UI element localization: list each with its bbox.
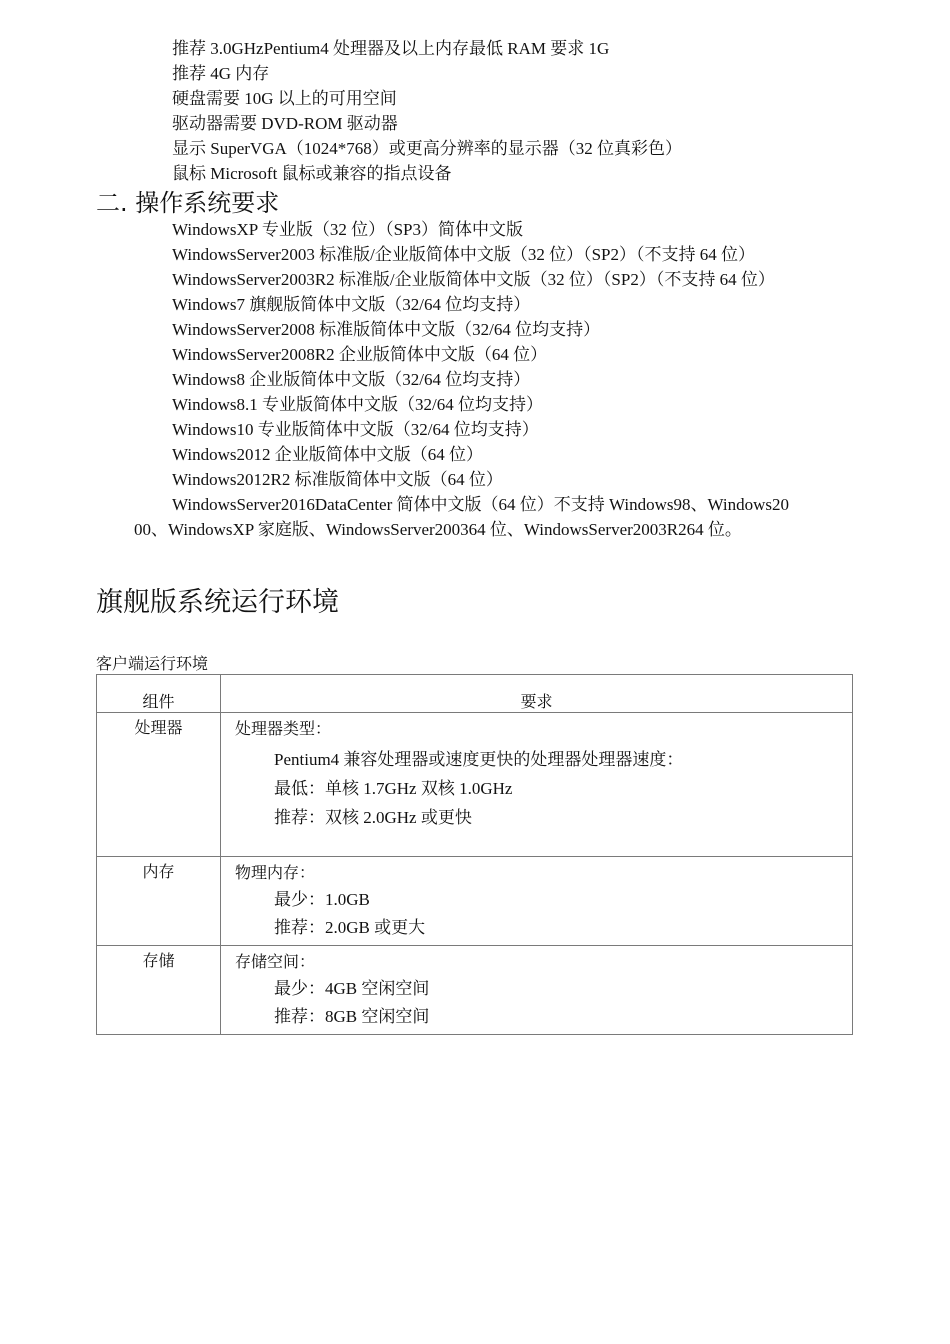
column-header-requirement: 要求 bbox=[221, 675, 853, 713]
list-item: WindowsServer2008 标准版简体中文版（32/64 位均支持） bbox=[172, 320, 601, 339]
requirement-lead: 物理内存： bbox=[235, 863, 316, 882]
flagship-title: 旗舰版系统运行环境 bbox=[96, 587, 339, 618]
requirement-line: 推荐：8GB 空闲空间 bbox=[274, 1007, 430, 1026]
os-requirements-list bbox=[172, 217, 775, 492]
paragraph-line: WindowsServer2016DataCenter 简体中文版（64 位）不支持 Windows98、Windows20 bbox=[172, 495, 789, 514]
requirement-cell bbox=[221, 713, 853, 857]
requirement-line: 推荐：双核 2.0GHz 或更快 bbox=[274, 808, 472, 827]
list-item: Windows2012R2 标准版简体中文版（64 位） bbox=[172, 470, 503, 489]
table-row bbox=[97, 946, 853, 1035]
requirement-cell bbox=[221, 946, 853, 1035]
requirement-line: 最少：4GB 空闲空间 bbox=[274, 979, 430, 998]
list-item: Windows2012 企业版简体中文版（64 位） bbox=[172, 445, 483, 464]
component-name: 存储 bbox=[97, 946, 221, 1035]
table-row bbox=[97, 713, 853, 857]
list-item: Windows10 专业版简体中文版（32/64 位均支持） bbox=[172, 420, 539, 439]
list-item: WindowsServer2008R2 企业版简体中文版（64 位） bbox=[172, 345, 548, 364]
component-name: 处理器 bbox=[97, 713, 221, 857]
table-caption: 客户端运行环境 bbox=[96, 654, 209, 673]
list-item: Windows8.1 专业版简体中文版（32/64 位均支持） bbox=[172, 395, 543, 414]
requirement-cell bbox=[221, 857, 853, 946]
requirement-line: Pentium4 兼容处理器或速度更快的处理器处理器速度： bbox=[274, 750, 684, 769]
list-item: Windows7 旗舰版简体中文版（32/64 位均支持） bbox=[172, 295, 531, 314]
requirements-table bbox=[96, 674, 853, 1035]
hardware-requirements-list bbox=[172, 36, 682, 186]
list-item: Windows8 企业版简体中文版（32/64 位均支持） bbox=[172, 370, 531, 389]
list-item: WindowsServer2003 标准版/企业版简体中文版（32 位）（SP2）（不支持 64 位） bbox=[172, 245, 755, 264]
list-item: 鼠标 Microsoft 鼠标或兼容的指点设备 bbox=[172, 164, 452, 183]
requirement-lead: 处理器类型： bbox=[235, 719, 332, 738]
requirement-line: 最低：单核 1.7GHz 双核 1.0GHz bbox=[274, 779, 513, 798]
paragraph-line: 00、WindowsXP 家庭版、WindowsServer200364 位、WindowsServer2003R264 位。 bbox=[134, 520, 742, 539]
requirement-line: 推荐：2.0GB 或更大 bbox=[274, 918, 426, 937]
table-row bbox=[97, 857, 853, 946]
os-unsupported-paragraph bbox=[134, 492, 864, 542]
list-item: 硬盘需要 10G 以上的可用空间 bbox=[172, 89, 397, 108]
column-header-component: 组件 bbox=[97, 675, 221, 713]
list-item: 推荐 4G 内存 bbox=[172, 64, 270, 83]
list-item: WindowsXP 专业版（32 位）（SP3）简体中文版 bbox=[172, 220, 523, 239]
os-section-heading: 二. 操作系统要求 bbox=[96, 189, 280, 217]
requirement-lead: 存储空间： bbox=[235, 952, 316, 971]
requirement-line: 最少：1.0GB bbox=[274, 890, 370, 909]
component-name: 内存 bbox=[97, 857, 221, 946]
list-item: 显示 SuperVGA（1024*768）或更高分辨率的显示器（32 位真彩色） bbox=[172, 139, 682, 158]
list-item: 推荐 3.0GHzPentium4 处理器及以上内存最低 RAM 要求 1G bbox=[172, 39, 610, 58]
table-header-row bbox=[97, 675, 853, 713]
list-item: WindowsServer2003R2 标准版/企业版简体中文版（32 位）（SP2）（不支持 64 位） bbox=[172, 270, 775, 289]
list-item: 驱动器需要 DVD-ROM 驱动器 bbox=[172, 114, 398, 133]
